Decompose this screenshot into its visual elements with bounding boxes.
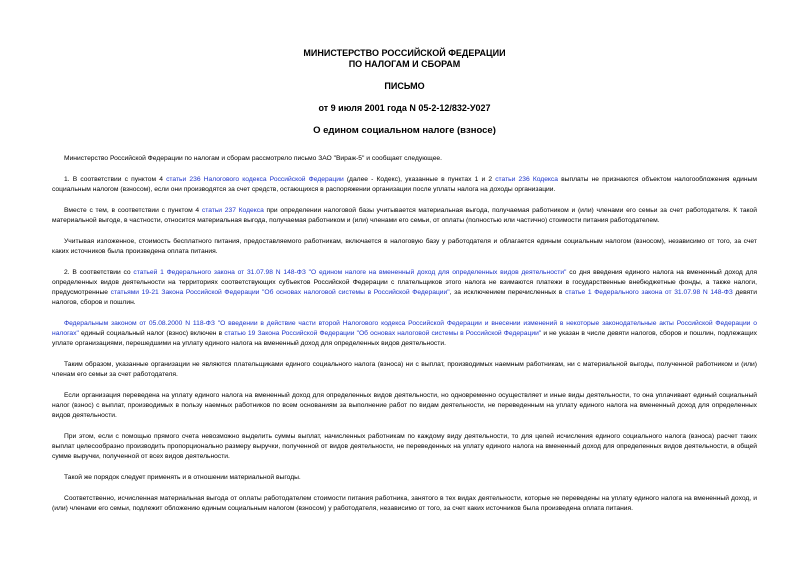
- document-type: ПИСЬМО: [384, 81, 425, 91]
- link-federal-law-118-fz[interactable]: Федеральным законом от 05.08.2000 N 118-ФЗ "О введении в действие части второй Налогового кодекса Российской Федерации и внесении изменений в некоторые законодательные акты Российской Федерации о налогах": [52, 320, 757, 337]
- link-article-19-law[interactable]: статью 19 Закона Российской Федерации "Об основах налоговой системы в Российской Федерации": [224, 330, 542, 337]
- paragraph-text: единый социальный налог (взнос) включен в: [78, 330, 225, 337]
- link-articles-19-21-law[interactable]: статьями 19-21 Закона Российской Федерации "Об основах налоговой системы в Российской Федерации": [110, 289, 450, 296]
- paragraph-7: Если организация переведена на уплату единого налога на вмененный доход для определенных видов деятельности, но одновременно осуществляет и иные виды деятельности, то она уплачивает единый социальный налог (взнос) с выплат, производимых в пользу наемных работников по всем основаниям за выполнение работ по видам деятельности, не переведенным на уплату единого налога на вмененный доход для определенных видов деятельности.: [52, 392, 757, 419]
- link-article-236-tax-code[interactable]: статьи 236 Налогового кодекса Российской Федерации: [166, 176, 344, 183]
- ministry-header: [52, 48, 757, 70]
- document-subject: О едином социальном налоге (взносе): [313, 125, 496, 136]
- link-article-1-law-148-fz[interactable]: статье 1 Федерального закона от 31.07.98 N 148-ФЗ: [565, 289, 733, 296]
- paragraph-text: (далее - Кодекс), указанные в пунктах 1 и 2: [343, 176, 496, 183]
- document-date-number: от 9 июля 2001 года N 05-2-12/832-У027: [318, 103, 491, 113]
- paragraph-9: Такой же порядок следует применять и в отношении материальной выгоды.: [64, 474, 301, 481]
- paragraph-8: При этом, если с помощью прямого счета невозможно выделить суммы выплат, начисленных работникам по каждому виду деятельности, то для целей исчисления единого социального налога (взноса) расчет таких выплат целесообразно производить пропорционально размеру выручки, полученной от видов деятельности, не переведенных на уплату единого налога на вмененный доход для определенных видов деятельности, в общей сумме выручки, полученной от всех видов деятельности.: [52, 433, 757, 460]
- paragraph-text: и не указан в числе девяти налогов, сборов и пошлин, подлежащих уплате организациями, перешедшими на уплату единого налога на вмененный доход для определенных видов деятельности.: [52, 330, 758, 347]
- paragraph-6: Таким образом, указанные организации не являются плательщиками единого социального налога (взноса) ни с выплат, производимых наемным работникам, ни с материальной выгоды, полученной работником и (или) членам его семьи за счет работодателя.: [52, 361, 757, 378]
- paragraph-text: со дня введения единого налога на вмененный доход для определенных видов деятельности на территориях соответствующих субъектов Российской Федерации с плательщиков этого налога не взимаются платежи в государственные внебюджетные фонды, а также налоги, предусмотренные: [52, 269, 757, 296]
- paragraph-text: 1. В соответствии с пунктом 4: [64, 176, 167, 183]
- paragraph-text: 2. В соответствии со: [64, 269, 134, 276]
- link-article-237-code[interactable]: статьи 237 Кодекса: [201, 207, 264, 214]
- paragraph-text: , за исключением перечисленных в: [449, 289, 566, 296]
- paragraph-3: Учитывая изложенное, стоимость бесплатного питания, предоставляемого работникам, включается в налоговую базу у работодателя и облагается единым социальным налогом (взносом), независимо от того, за счет каких источников была произведена оплата питания.: [52, 238, 757, 255]
- paragraph-text: Вместе с тем, в соответствии с пунктом 4: [64, 207, 202, 214]
- document-page: [52, 0, 757, 525]
- paragraph-text: при определении налоговой базы учитывается материальная выгода, получаемая работником и (или) членами его семьи за счет работодателя. К такой материальной выгоде, в частности, относится материальная выгода, получаемая работником и (или) членами его семьи, от оплаты (полностью или частично) стоимости питания работодателем.: [52, 207, 757, 224]
- paragraph-2: [52, 206, 757, 226]
- paragraph-intro: Министерство Российской Федерации по налогам и сборам рассмотрело письмо ЗАО "Вираж-5" и сообщает следующее.: [64, 155, 442, 162]
- link-federal-law-148-fz[interactable]: статьей 1 Федерального закона от 31.07.98 N 148-ФЗ "О едином налоге на вмененный доход для определенных видов деятельности": [133, 269, 567, 276]
- ministry-line-2: ПО НАЛОГАМ И СБОРАМ: [348, 59, 461, 69]
- paragraph-5: [52, 319, 757, 349]
- paragraph-text: выплаты не признаются объектом налогообложения единым социальным налогом (взносом), если они производятся за счет средств, остающихся в распоряжении организации после уплаты налога на доходы организации.: [52, 176, 757, 193]
- paragraph-1: [52, 175, 757, 195]
- paragraph-4: [52, 268, 757, 308]
- link-article-236-code[interactable]: статьи 236 Кодекса: [495, 176, 558, 183]
- paragraph-10: Соответственно, исчисленная материальная выгода от оплаты работодателем стоимости питания работника, занятого в тех видах деятельности, которые не переведены на уплату единого налога на вмененный доход, и (или) членами его семьи, подлежит обложению единым социальным налогом (взносом) у работодателя, независимо от того, за счет каких источников была произведена оплата питания.: [52, 495, 757, 512]
- ministry-line-1: МИНИСТЕРСТВО РОССИЙСКОЙ ФЕДЕРАЦИИ: [303, 48, 506, 58]
- paragraph-text: девяти налогов, сборов и пошлин.: [52, 289, 757, 306]
